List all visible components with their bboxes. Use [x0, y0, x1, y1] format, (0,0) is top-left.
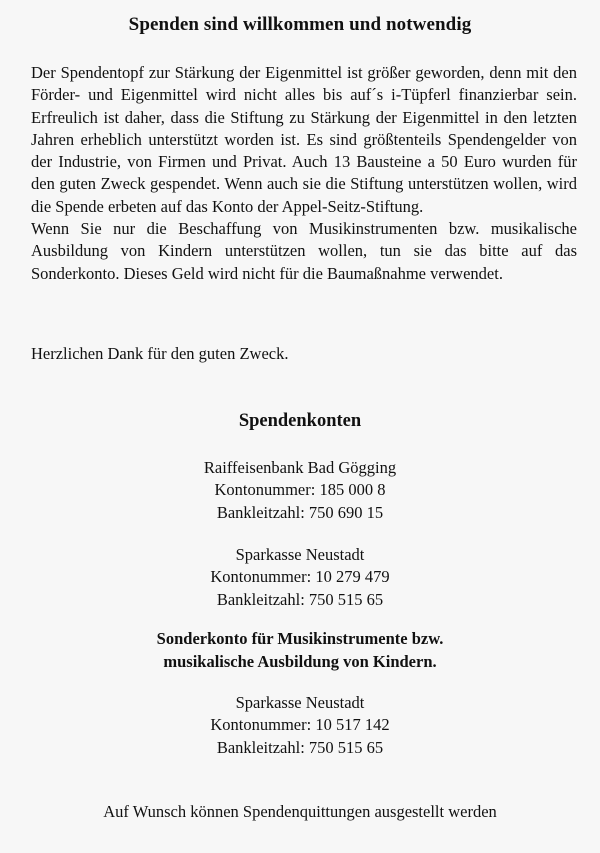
account-number: Kontonummer: 185 000 8 — [214, 480, 386, 500]
account-number: Kontonummer: 10 517 142 — [210, 715, 390, 735]
account-block-raiffeisenbank — [0, 457, 600, 524]
bank-code: Bankleitzahl: 750 515 65 — [216, 589, 384, 609]
bank-name: Sparkasse Neustadt — [235, 693, 365, 712]
bank-name: Sparkasse Neustadt — [235, 545, 365, 564]
account-number: Kontonummer: 10 279 479 — [210, 567, 390, 587]
account-block-sparkasse — [0, 544, 600, 611]
paragraph-special-account: Wenn Sie nur die Beschaffung von Musikinstrumenten bzw. musikalische Ausbildung von Kindern unterstützen wollen, tun sie das bitte auf das Sonderkonto. Dieses Geld wird nicht für die Baumaßnahme verwendet. — [31, 219, 577, 283]
accounts-heading: Spendenkonten — [238, 411, 362, 431]
paragraph-donation-pot: Der Spendentopf zur Stärkung der Eigenmittel ist größer geworden, denn mit den Förder- und Eigenmittel wird nicht alles bis auf´s i-Tüpferl finanzierbar sein. Erfreulich ist daher, dass die Stiftung zu Stärkung der Eigenmittel in den letzten Jahren erheblich unterstützt worden ist. Es sind größtenteils Spendengelder von der Industrie, von Firmen und Privat. Auch 13 Bausteine a 50 Euro wurden für den guten Zweck gespendet. Wenn auch sie die Stiftung unterstützen wollen, wird die Spende erbeten auf das Konto der Appel-Seitz-Stiftung. — [31, 63, 577, 216]
bank-code: Bankleitzahl: 750 515 65 — [216, 737, 384, 757]
body-text — [31, 62, 577, 285]
receipt-note: Auf Wunsch können Spendenquittungen ausgestellt werden — [103, 802, 497, 821]
account-block-special — [0, 692, 600, 759]
special-account-heading — [0, 628, 600, 673]
bank-code: Bankleitzahl: 750 690 15 — [216, 502, 384, 522]
special-account-heading-line2: musikalische Ausbildung von Kindern. — [163, 651, 437, 671]
special-account-heading-line1: Sonderkonto für Musikinstrumente bzw. — [156, 629, 444, 648]
page-title: Spenden sind willkommen und notwendig — [128, 14, 472, 35]
thanks-text: Herzlichen Dank für den guten Zweck. — [31, 344, 289, 363]
bank-name: Raiffeisenbank Bad Gögging — [203, 458, 397, 477]
